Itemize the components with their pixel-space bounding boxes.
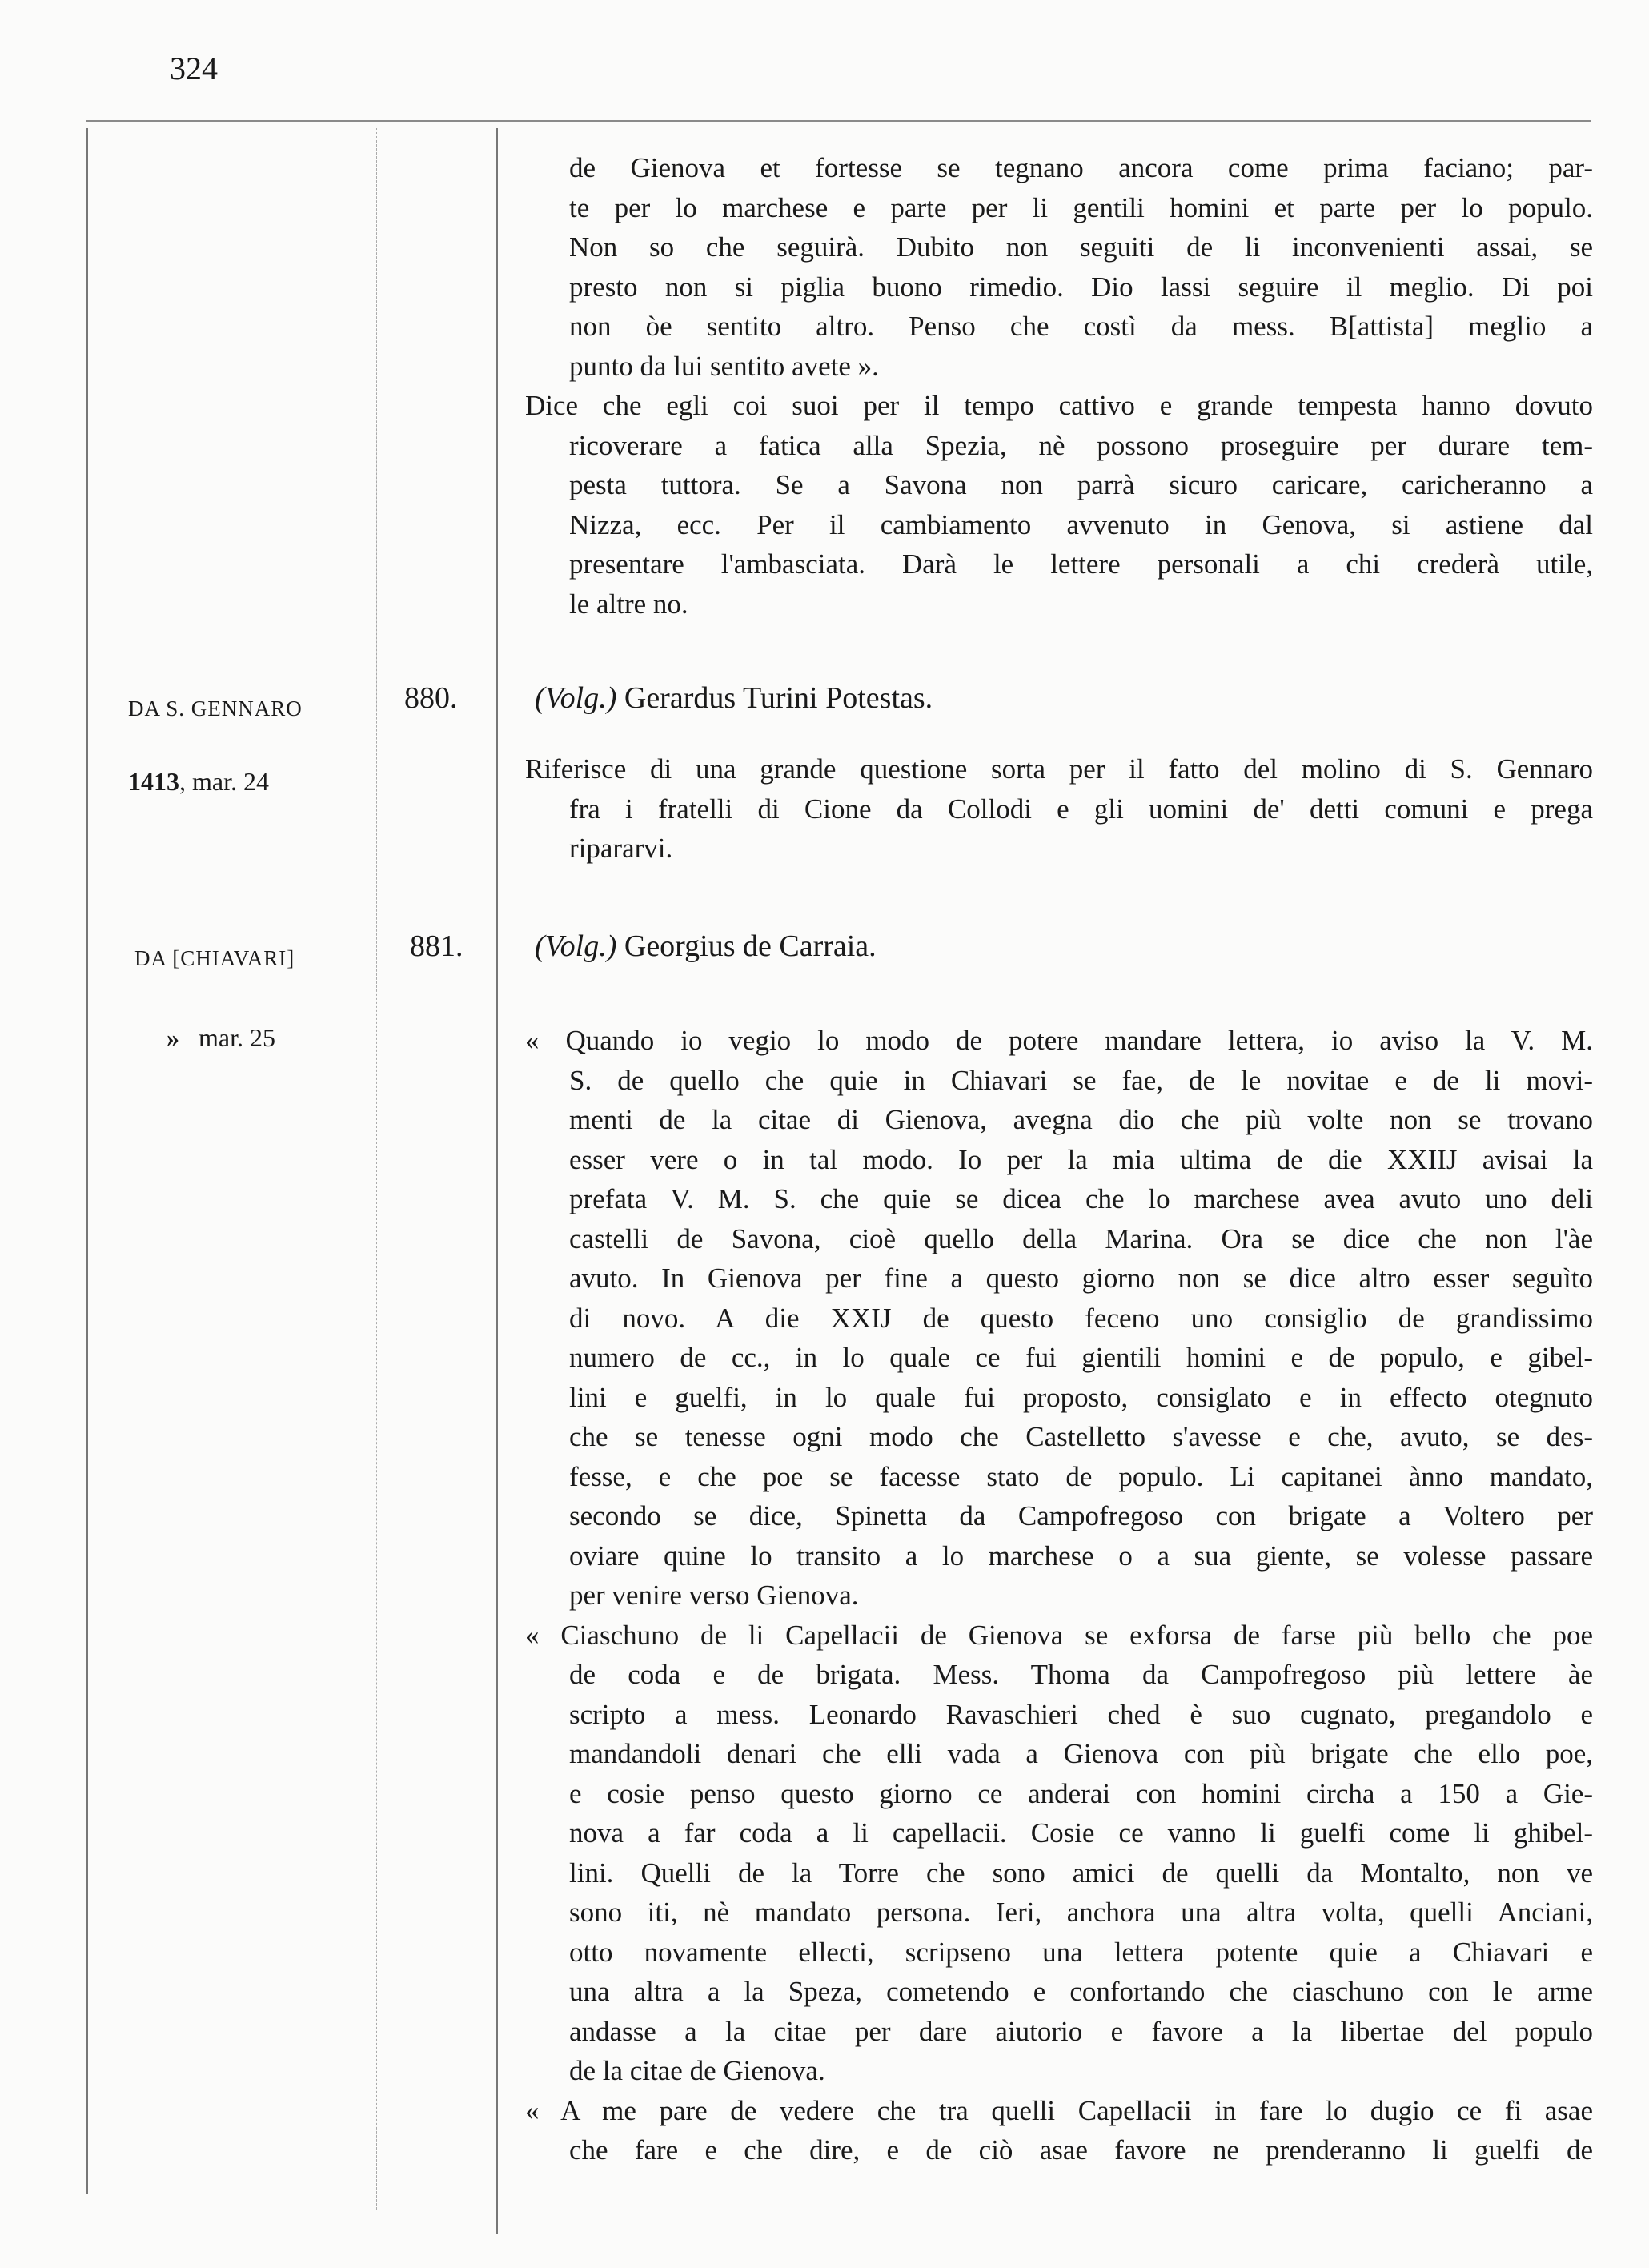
text-line: fesse, e che poe se facesse stato de populo. Li capitanei ànno mandato,	[569, 1460, 1593, 1492]
text-line: che se tenesse ogni modo che Castelletto s'avesse e che, avuto, se des-	[569, 1421, 1593, 1452]
text-line: « Ciaschuno de li Capellacii de Gienova se exforsa de farse più bello che poe	[525, 1619, 1593, 1651]
text-line: nova a far coda a li capellacii. Cosie ce vanno li guelfi come li ghibel-	[569, 1817, 1593, 1849]
entry-880-date	[128, 767, 269, 797]
entry-881-heading	[535, 929, 877, 964]
sender-name: Gerardus Turini Potestas.	[624, 681, 933, 715]
text-line: presentare l'ambasciata. Darà le lettere personali a chi crederà utile,	[569, 548, 1593, 580]
text-line: presto non si piglia buono rimedio. Dio lassi seguire il meglio. Di poi	[569, 271, 1593, 303]
text-line: prefata V. M. S. che quie se dicea che lo marchese avea avuto uno deli	[569, 1183, 1593, 1214]
entry-880-text	[525, 749, 1593, 869]
entry-881-date	[167, 1023, 275, 1053]
volg-label: (Volg.)	[535, 929, 617, 963]
text-line: de Gienova et fortesse se tegnano ancora come prima faciano; par-	[569, 152, 1593, 183]
text-line: le altre no.	[569, 588, 688, 620]
text-line: ripararvi.	[569, 833, 673, 864]
text-line: che fare e che dire, e de ciò asae favore ne prenderanno li guelfi de	[569, 2134, 1593, 2166]
month-day: , mar. 24	[179, 767, 269, 796]
number-column-rule	[496, 128, 498, 2234]
text-line: Nizza, ecc. Per il cambiamento avvenuto in Genova, si astiene dal	[569, 508, 1593, 540]
text-line: pesta tuttora. Se a Savona non parrà sicuro caricare, caricheranno a	[569, 469, 1593, 500]
text-line: Non so che seguirà. Dubito non seguiti de li inconvenienti assai, se	[569, 231, 1593, 263]
intro-text-block	[525, 148, 1593, 624]
text-line: te per lo marchese e parte per li gentili homini et parte per lo populo.	[569, 191, 1593, 223]
text-line: « Quando io vegio lo modo de potere mandare lettera, io aviso la V. M.	[525, 1025, 1593, 1056]
text-line: non òe sentito altro. Penso che costì da mess. B[attista] meglio a	[569, 311, 1593, 342]
volg-label: (Volg.)	[535, 681, 617, 715]
entry-881-text	[525, 1021, 1593, 2170]
entry-880-number: 880.	[404, 681, 458, 715]
text-line: Dice che egli coi suoi per il tempo cattivo e grande tempesta hanno dovuto	[525, 390, 1593, 421]
text-line: di novo. A die XXIJ de questo feceno uno consiglio de grandissimo	[569, 1302, 1593, 1334]
text-line: lini. Quelli de la Torre che sono amici de quelli da Montalto, non ve	[569, 1857, 1593, 1889]
page-number: 324	[170, 50, 218, 86]
place-label: DA [CHIAVARI]	[134, 946, 295, 970]
date-column-rule	[376, 128, 377, 2210]
text-line: avuto. In Gienova per fine a questo giorno non se dice altro esser seguìto	[569, 1262, 1593, 1294]
text-line: menti de la citae di Gienova, avegna dio che più volte non se trovano	[569, 1104, 1593, 1135]
text-line: per venire verso Gienova.	[569, 1580, 859, 1611]
text-line: e cosie penso questo giorno ce anderai con homini circha a 150 a Gie-	[569, 1777, 1593, 1809]
entry-881-number: 881.	[410, 929, 463, 963]
text-line: castelli de Savona, cioè quello della Marina. Ora se dice che non l'àe	[569, 1222, 1593, 1254]
text-line: « A me pare de vedere che tra quelli Capellacii in fare lo dugio ce fi asae	[525, 2094, 1593, 2126]
text-line: Riferisce di una grande questione sorta per il fatto del molino di S. Gennaro	[525, 753, 1593, 785]
entry-881-place	[134, 946, 295, 971]
year-ditto-mark: »	[167, 1023, 179, 1052]
sender-name: Georgius de Carraia.	[624, 929, 877, 963]
year: 1413	[128, 767, 179, 796]
text-line: de la citae de Gienova.	[569, 2055, 825, 2086]
text-line: andasse a la citae per dare aiutorio e favore a la libertae del populo	[569, 2015, 1593, 2047]
header-rule	[86, 120, 1591, 122]
text-line: numero de cc., in lo quale ce fui gientili homini e de populo, e gibel-	[569, 1342, 1593, 1373]
text-line: fra i fratelli di Cione da Collodi e gli uomini de' detti comuni e prega	[569, 793, 1593, 825]
text-line: de coda e de brigata. Mess. Thoma da Campofregoso più lettere àe	[569, 1659, 1593, 1690]
text-line: punto da lui sentito avete ».	[569, 350, 879, 382]
text-line: una altra a la Speza, cometendo e confortando che ciaschuno con le arme	[569, 1976, 1593, 2007]
text-line: S. de quello che quie in Chiavari se fae, de le novitae e de li movi-	[569, 1064, 1593, 1096]
text-line: esser vere o in tal modo. Io per la mia ultima de die XXIIJ avisai la	[569, 1143, 1593, 1175]
margin-column-rule	[86, 128, 88, 2194]
text-line: oviare quine lo transito a lo marchese o a sua giente, se volesse passare	[569, 1539, 1593, 1572]
text-line: ricoverare a fatica alla Spezia, nè possono proseguire per durare tem-	[569, 429, 1593, 461]
entry-880-heading	[535, 680, 933, 716]
text-line: sono iti, nè mandato persona. Ieri, anchora una altra volta, quelli Anciani,	[569, 1897, 1593, 1928]
text-line: otto novamente ellecti, scripseno una lettera potente quie a Chiavari e	[569, 1936, 1593, 1968]
entry-880-place	[128, 696, 303, 721]
place-label: DA S. GENNARO	[128, 696, 303, 721]
text-line: lini e guelfi, in lo quale fui proposto, consiglato e in effecto otegnuto	[569, 1381, 1593, 1413]
month-day: mar. 25	[199, 1023, 275, 1052]
text-line: scripto a mess. Leonardo Ravaschieri ched è suo cugnato, pregandolo e	[569, 1698, 1593, 1730]
text-line: mandandoli denari che elli vada a Gienova con più brigate che ello poe,	[569, 1738, 1593, 1769]
text-line: secondo se dice, Spinetta da Campofregoso con brigate a Voltero per	[569, 1500, 1593, 1531]
